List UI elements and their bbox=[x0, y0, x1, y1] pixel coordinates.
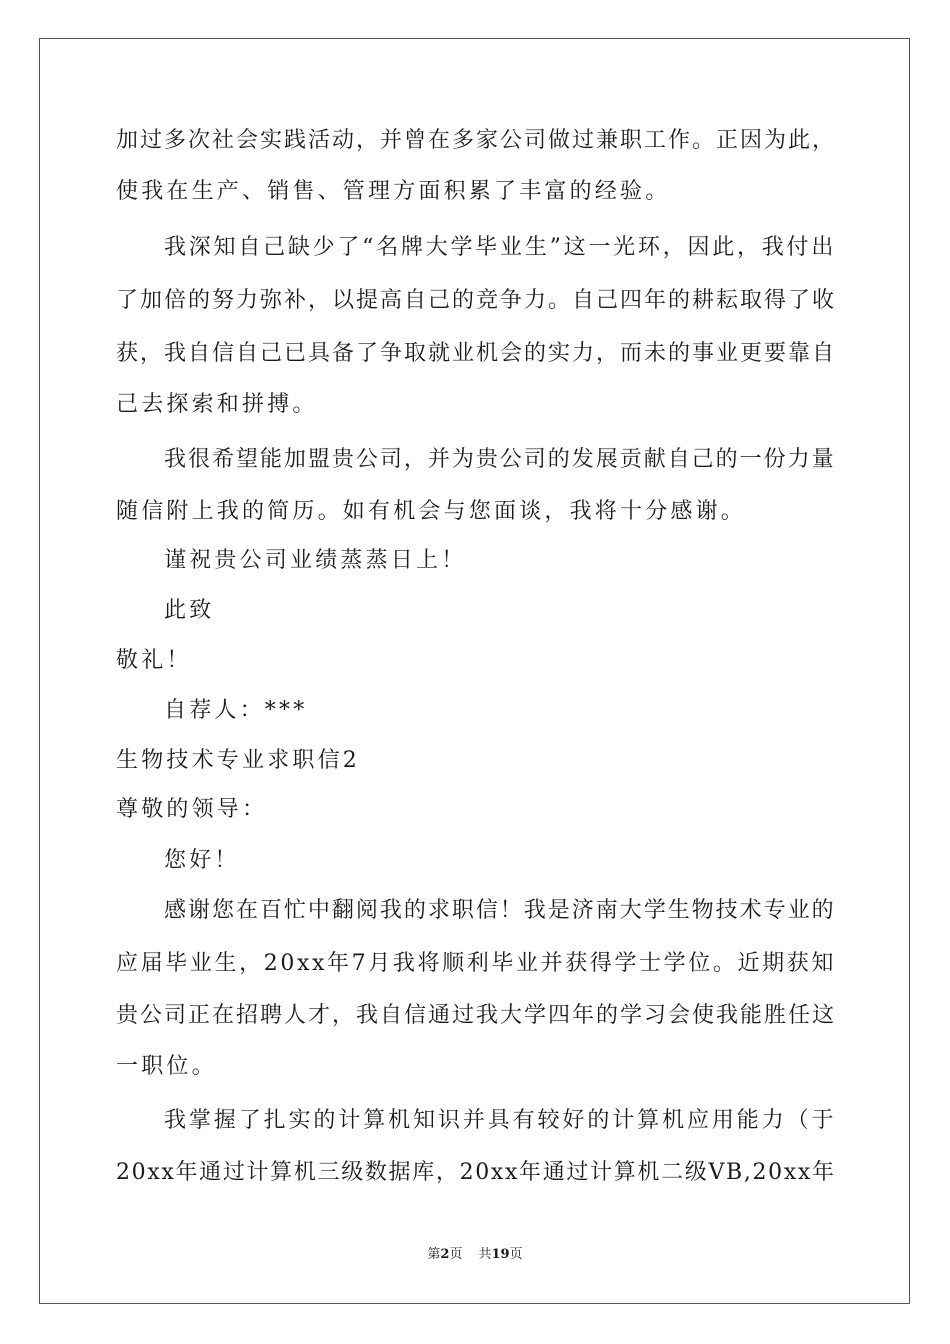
text-line: 谨祝贵公司业绩蒸蒸日上！ bbox=[164, 548, 467, 573]
page-current: 2 bbox=[440, 1247, 450, 1262]
text-line: 随信附上我的简历。如有机会与您面谈，我将十分感谢。 bbox=[116, 499, 747, 524]
text-line: 加过多次社会实践活动，并曾在多家公司做过兼职工作。正因为此， bbox=[116, 128, 837, 153]
text-line: 贵公司正在招聘人才，我自信通过我大学四年的学习会使我能胜任这 bbox=[116, 1003, 837, 1028]
text-line: 一职位。 bbox=[116, 1054, 217, 1079]
text-line: 获，我自信自己已具备了争取就业机会的实力，而未的事业更要靠自 bbox=[116, 341, 837, 366]
salutation: 尊敬的领导： bbox=[116, 797, 268, 822]
total-suffix: 页 bbox=[509, 1247, 523, 1262]
text-line: 己去探索和拼搏。 bbox=[116, 392, 318, 417]
signature-line: 自荐人：*** bbox=[164, 698, 308, 723]
page-suffix: 页 bbox=[449, 1247, 463, 1262]
section-heading: 生物技术专业求职信2 bbox=[116, 748, 360, 773]
text-line: 此致 bbox=[164, 598, 215, 623]
text-line: 我掌握了扎实的计算机知识并具有较好的计算机应用能力（于 bbox=[164, 1108, 837, 1133]
text-line: 我深知自己缺少了“名牌大学毕业生”这一光环，因此，我付出 bbox=[164, 235, 837, 260]
page-footer bbox=[0, 1247, 950, 1263]
page-prefix: 第 bbox=[427, 1247, 441, 1262]
text-line: 我很希望能加盟贵公司，并为贵公司的发展贡献自己的一份力量 bbox=[164, 447, 836, 472]
text-line: 感谢您在百忙中翻阅我的求职信！我是济南大学生物技术专业的 bbox=[164, 898, 836, 923]
text-line: 使我在生产、销售、管理方面积累了丰富的经验。 bbox=[116, 179, 671, 204]
text-line: 敬礼！ bbox=[116, 648, 192, 673]
page-total: 19 bbox=[491, 1247, 510, 1262]
text-line: 20xx年通过计算机三级数据库，20xx年通过计算机二级VB,20xx年 bbox=[116, 1160, 836, 1185]
text-line: 了加倍的努力弥补，以提高自己的竞争力。自己四年的耕耘取得了收 bbox=[116, 288, 837, 313]
text-line: 应届毕业生，20xx年7月我将顺利毕业并获得学士学位。近期获知 bbox=[116, 951, 837, 976]
total-prefix: 共 bbox=[478, 1247, 492, 1262]
greeting: 您好！ bbox=[164, 848, 240, 873]
